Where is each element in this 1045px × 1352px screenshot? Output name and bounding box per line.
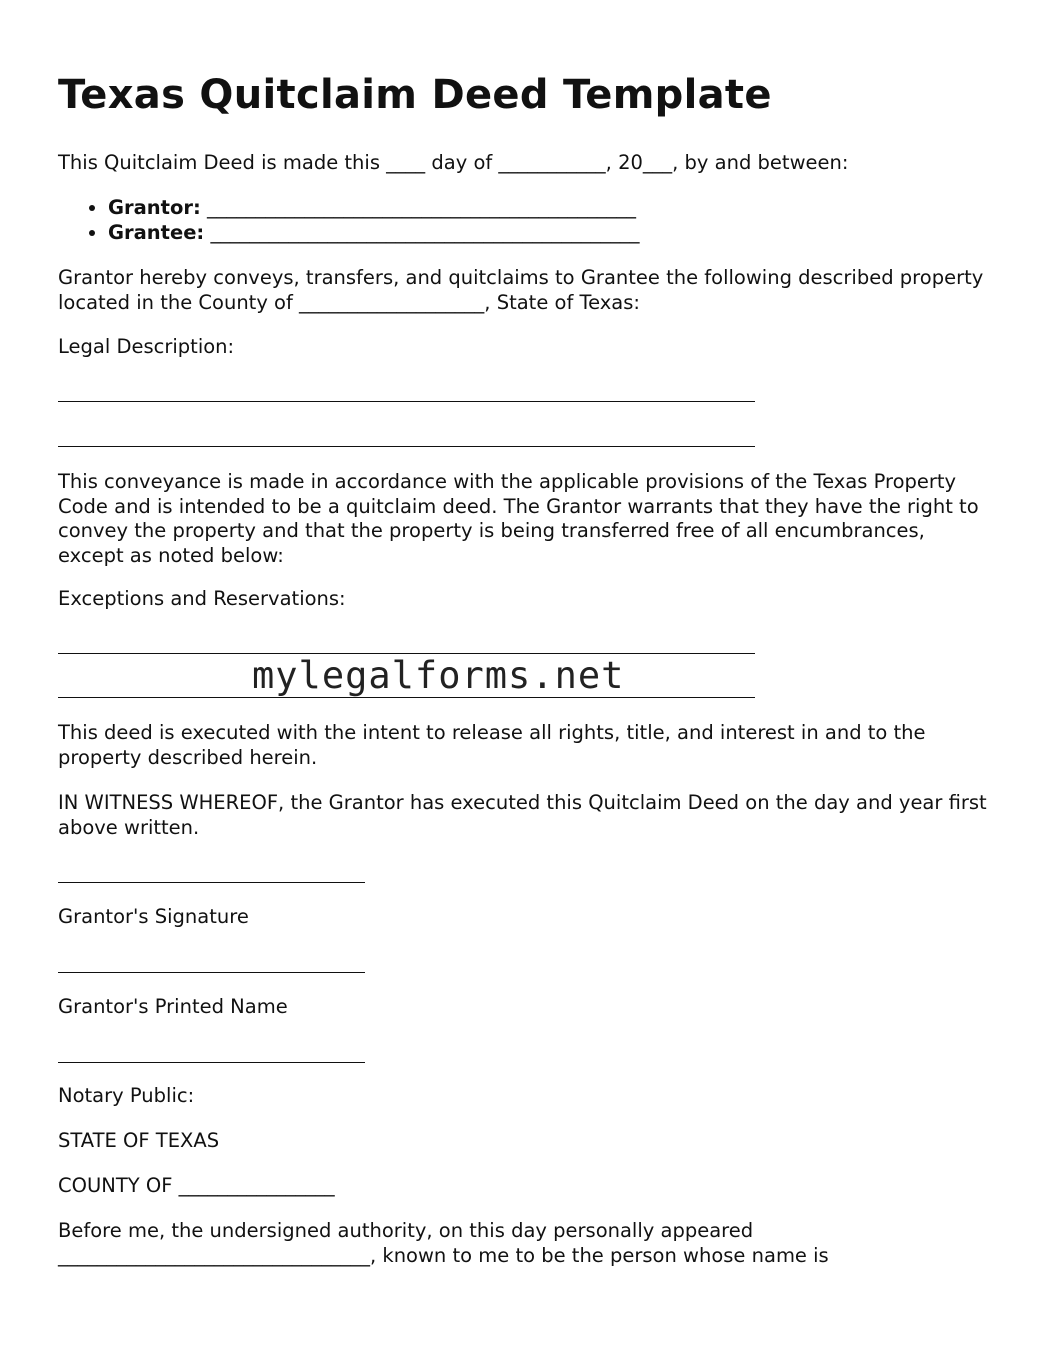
notary-signature-line — [58, 1062, 365, 1063]
grantor-printed-name-line — [58, 972, 365, 973]
document-title: Texas Quitclaim Deed Template — [58, 72, 772, 118]
legal-description-line-1 — [58, 401, 755, 402]
exceptions-label: Exceptions and Reservations: — [58, 587, 346, 610]
conveyance-paragraph: Grantor hereby conveys, transfers, and quitclaims to Grantee the following described property located in the County of ___________________, State of Texas: — [58, 266, 984, 314]
county-line: COUNTY OF ________________ — [58, 1174, 335, 1197]
watermark-text: mylegalforms.net — [252, 654, 625, 697]
party-grantee — [108, 220, 639, 245]
witness-paragraph: IN WITNESS WHEREOF, the Grantor has executed this Quitclaim Deed on the day and year first above written. — [58, 791, 987, 839]
state-line: STATE OF TEXAS — [58, 1129, 220, 1152]
legal-description-label: Legal Description: — [58, 335, 235, 358]
legal-description-line-2 — [58, 446, 755, 447]
grantor-signature-label: Grantor's Signature — [58, 905, 249, 928]
grantor-label: Grantor: — [108, 196, 201, 219]
grantee-blank: ____________________________________________ — [210, 221, 640, 244]
notary-label: Notary Public: — [58, 1084, 195, 1107]
grantee-label: Grantee: — [108, 221, 205, 244]
grantor-signature-line — [58, 882, 365, 883]
intent-paragraph: This deed is executed with the intent to release all rights, title, and interest in and to the property described herein. — [58, 721, 926, 769]
grantor-blank: ____________________________________________ — [207, 196, 636, 219]
provisions-paragraph: This conveyance is made in accordance with the applicable provisions of the Texas Property Code and is intended to be a quitclaim deed. The Grantor warrants that they have the right to convey the property and that the property is being transferred free of all encumbrances, except as noted below: — [58, 470, 979, 567]
parties-list — [58, 195, 639, 245]
intro-line: This Quitclaim Deed is made this ____ day of ___________, 20___, by and between: — [58, 151, 849, 174]
party-grantor — [108, 195, 639, 220]
acknowledgment-paragraph: Before me, the undersigned authority, on this day personally appeared ________________________________, known to me to be the person whose name is — [58, 1219, 829, 1267]
grantor-printed-name-label: Grantor's Printed Name — [58, 995, 288, 1018]
